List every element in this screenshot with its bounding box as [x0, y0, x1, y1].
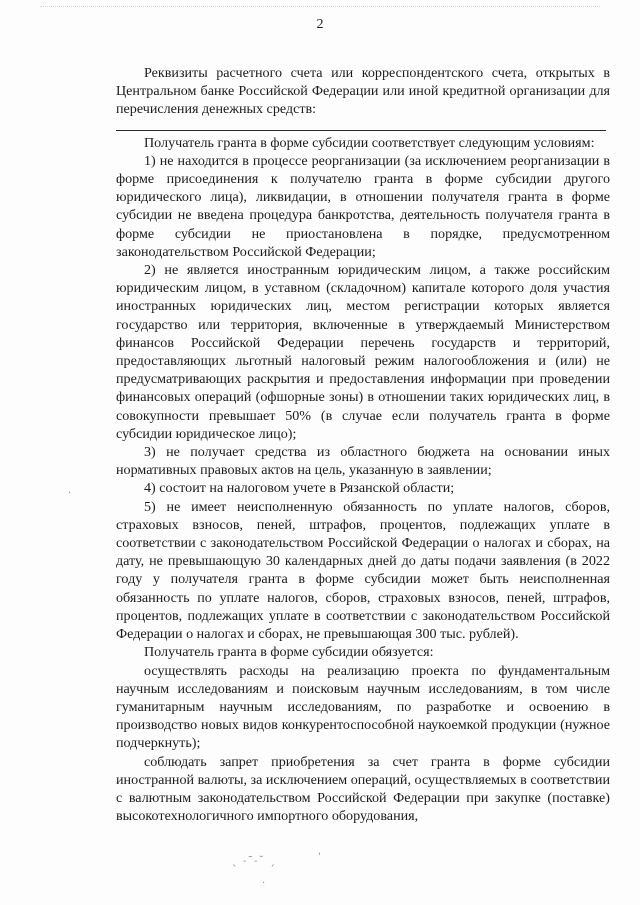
bank-details-fill-line	[116, 130, 606, 131]
obligation-currency-ban: соблюдать запрет приобретения за счет гранта в форме субсидии иностранной валюты, за исключением операций, осуществляемых в соответствии с валютным законодательством Российской Федерации при закупке (поставке) высокотехнологичного импортного оборудования,	[116, 753, 610, 825]
scan-speck-3: ·	[262, 878, 266, 889]
scan-top-edge	[40, 6, 600, 7]
condition-5: 5) не имеет неисполненную обязанность по уплате налогов, сборов, страховых взносов, пеней, штрафов, процентов, подлежащих уплате в соответствии с законодательством Российской Федерации о налогах и сборах, на дату, не превышающую 30 календарных дней до даты подачи заявления (в 2022 году у получателя гранта в форме субсидии может быть неисполненная обязанность по уплате налогов, сборов, страховых взносов, пеней, штрафов, процентов, подлежащих уплате в соответствии с законодательством Российской Федерации о налогах и сборах, не превышающая 300 тыс. рублей).	[116, 498, 610, 643]
condition-2: 2) не является иностранным юридическим лицом, а также российским юридическим лицом, в уставном (складочном) капитале которого доля участия иностранных юридических лиц, местом регистрации которых является государство или территория, включенные в утверждаемый Министерством финансов Российской Федерации перечень государств и территорий, предоставляющих льготный налоговый режим налогообложения и (или) не предусматривающих раскрытия и предоставления информации при проведении финансовых операций (офшорные зоны) в отношении таких юридических лиц, в совокупности превышает 50% (в случае если получатель гранта в форме субсидии юридическое лицо);	[116, 262, 610, 442]
scan-speck-2: ˈ	[318, 852, 321, 863]
bank-details-intro: Реквизиты расчетного счета или корреспондентского счета, открытых в Центральном банке Российской Федерации или иной кредитной организации для перечисления денежных средств:	[116, 65, 610, 118]
obligations-heading: Получатель гранта в форме субсидии обязуется:	[144, 644, 434, 661]
condition-3: 3) не получает средства из областного бюджета на основании иных нормативных правовых актов на цель, указанную в заявлении;	[116, 444, 610, 479]
document-body	[116, 64, 610, 825]
condition-4: 4) состоит на налоговом учете в Рязанской области;	[144, 480, 455, 497]
condition-1: 1) не находится в процессе реорганизации (за исключением реорганизации в форме присоединения к получателю гранта в форме субсидии другого юридического лица), ликвидации, в отношении получателя гранта в форме субсидии не введена процедура банкротства, деятельность получателя гранта в форме субсидии не приостановлена в порядке, предусмотренном законодательством Российской Федерации;	[116, 152, 610, 260]
page-number: 2	[316, 17, 324, 32]
obligation-expenses: осуществлять расходы на реализацию проекта по фундаментальным научным исследованиям и поисковым научным исследованиям, в том числе гуманитарным научным исследованиям, по разработке и освоению в производство новых видов конкурентоспособной наукоемкой продукции (нужное подчеркнуть);	[116, 662, 610, 752]
scan-smudge: ˎ ˗ˉ˗˘ ˏ	[232, 854, 276, 867]
scan-speck: ·	[68, 488, 72, 499]
conditions-heading: Получатель гранта в форме субсидии соответствует следующим условиям:	[144, 134, 595, 151]
